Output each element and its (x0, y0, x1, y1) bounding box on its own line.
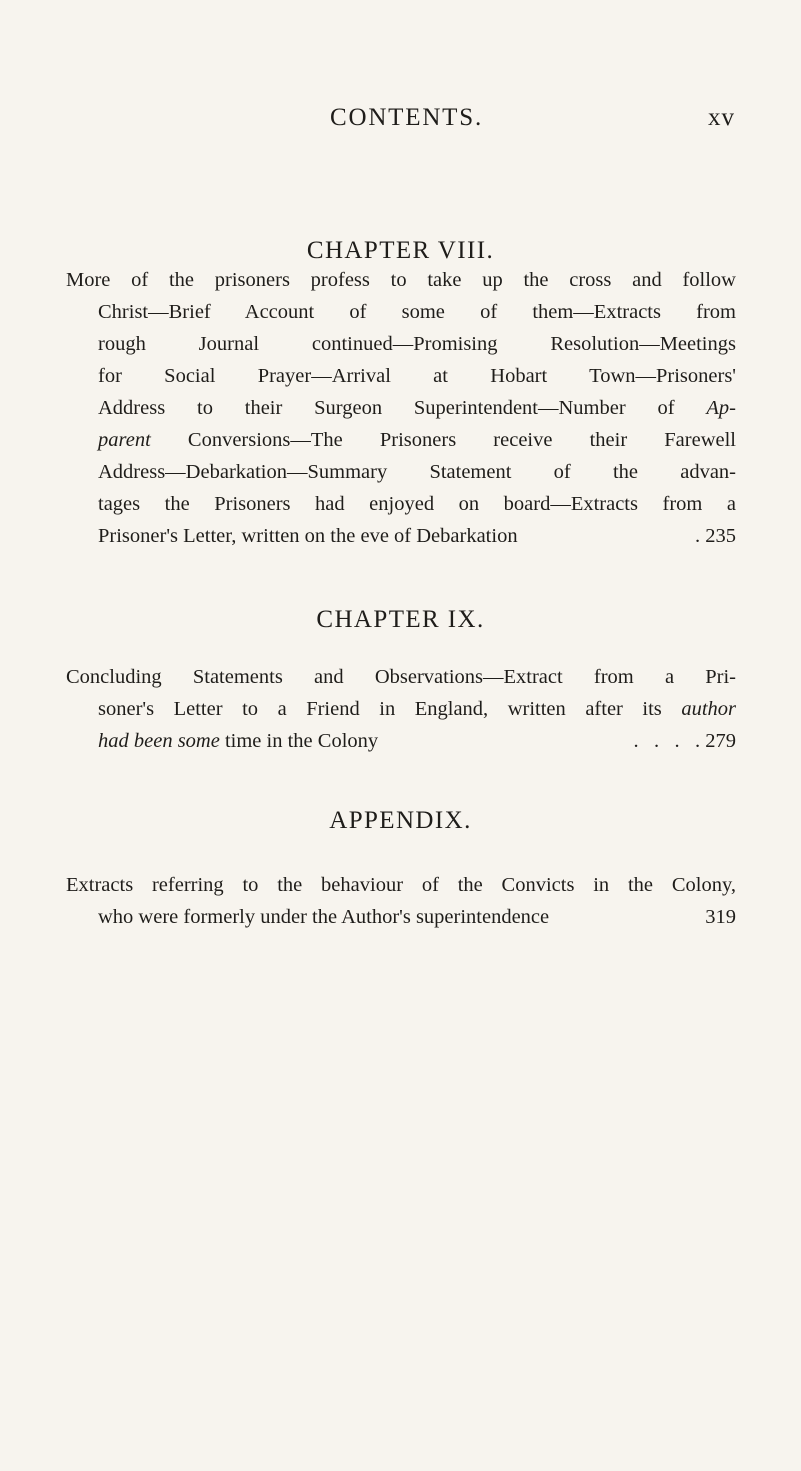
chapter-9-heading: CHAPTER IX. (316, 606, 485, 633)
summary-line: rough Journal continued—Promising Resolution—Meetings (98, 333, 736, 355)
page-ref: 279 (705, 730, 736, 752)
summary-line-text: who were formerly under the Author's superintendence (98, 906, 550, 928)
summary-line (66, 901, 736, 933)
summary-line: Christ—Brief Account of some of them—Extracts from (98, 301, 736, 323)
summary-line-text: soner's Letter to a Friend in England, written after its (98, 698, 662, 720)
summary-line: More of the prisoners profess to take up the cross and follow (66, 269, 736, 291)
summary-line-text: Prisoner's Letter, written on the eve of Debarkation (98, 525, 518, 547)
page-number: xv (708, 104, 735, 131)
chapter-8-page-ref: . 235 (695, 525, 736, 547)
running-title: CONTENTS. (330, 104, 484, 131)
summary-line (66, 725, 736, 757)
summary-line: Address—Debarkation—Summary Statement of the advan- (98, 461, 736, 483)
italic-fragment: author (681, 698, 737, 720)
italic-fragment: parent (98, 429, 151, 451)
appendix-page-ref: 319 (705, 906, 736, 928)
summary-line-text: Address to their Surgeon Superintendent—Number of (98, 397, 675, 419)
chapter-8-summary (66, 264, 736, 552)
summary-line-text: time in the Colony (224, 730, 379, 752)
summary-line (66, 693, 736, 725)
appendix-heading: APPENDIX. (329, 807, 472, 834)
summary-line (66, 520, 736, 552)
summary-line (66, 392, 736, 424)
chapter-9-summary (66, 661, 736, 757)
summary-line-text: Conversions—The Prisoners receive their Farewell (187, 429, 736, 451)
summary-line: Extracts referring to the behaviour of the Convicts in the Colony, (66, 874, 736, 896)
italic-fragment: Ap- (706, 397, 736, 419)
appendix-summary (66, 869, 736, 933)
summary-line: tages the Prisoners had enjoyed on board—Extracts from a (98, 493, 736, 515)
summary-line: for Social Prayer—Arrival at Hobart Town—Prisoners' (98, 365, 736, 387)
running-head (0, 104, 801, 144)
chapter-8-heading: CHAPTER VIII. (306, 237, 495, 264)
italic-fragment: had been some (98, 730, 220, 752)
summary-line: Concluding Statements and Observations—Extract from a Pri- (66, 666, 736, 688)
dot-leaders: . . . . (633, 730, 701, 752)
chapter-9-page-ref (634, 725, 737, 757)
summary-line (66, 424, 736, 456)
